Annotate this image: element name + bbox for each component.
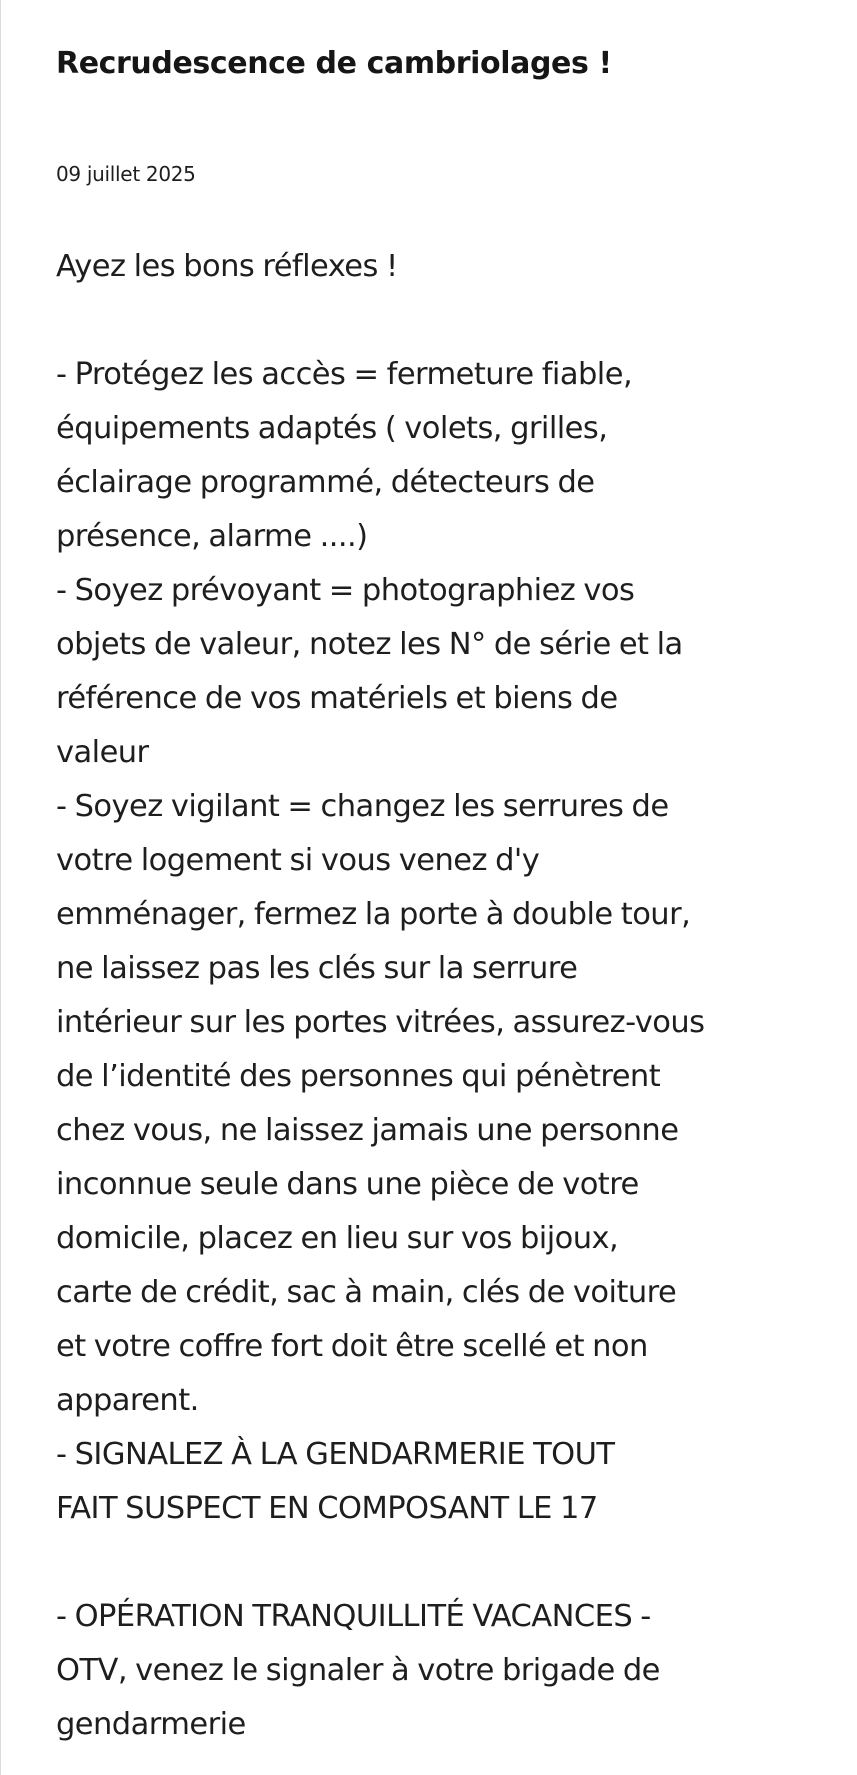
body-line: - Soyez prévoyant = photographiez vos [56, 573, 635, 608]
body-line: intérieur sur les portes vitrées, assurez-vous [56, 1005, 705, 1040]
body-blank-line [56, 1536, 846, 1590]
body-line: FAIT SUSPECT EN COMPOSANT LE 17 [56, 1491, 598, 1526]
body-line: carte de crédit, sac à main, clés de voiture [56, 1275, 677, 1310]
body-line: OTV, venez le signaler à votre brigade de [56, 1653, 660, 1688]
body-line: chez vous, ne laissez jamais une personne [56, 1113, 679, 1148]
body-line: - SIGNALEZ À LA GENDARMERIE TOUT [56, 1437, 615, 1472]
left-border [0, 0, 1, 1775]
body-line: ne laissez pas les clés sur la serrure [56, 951, 578, 986]
body-blank-line [56, 294, 846, 348]
article-title: Recrudescence de cambriolages ! [56, 46, 612, 81]
body-line: valeur [56, 735, 149, 770]
body-line: emménager, fermez la porte à double tour, [56, 897, 691, 932]
article-date: 09 juillet 2025 [56, 162, 196, 186]
body-line: objets de valeur, notez les N° de série et la [56, 627, 683, 662]
body-line: et votre coffre fort doit être scellé et non [56, 1329, 648, 1364]
body-line: apparent. [56, 1383, 199, 1418]
body-line: de l’identité des personnes qui pénètrent [56, 1059, 661, 1094]
article-body [56, 240, 846, 1752]
body-line: - Soyez vigilant = changez les serrures de [56, 789, 669, 824]
body-line: référence de vos matériels et biens de [56, 681, 618, 716]
body-line: - OPÉRATION TRANQUILLITÉ VACANCES - [56, 1599, 651, 1634]
body-line: domicile, placez en lieu sur vos bijoux, [56, 1221, 619, 1256]
body-line: votre logement si vous venez d'y [56, 843, 540, 878]
body-line: Ayez les bons réflexes ! [56, 249, 398, 284]
body-line: inconnue seule dans une pièce de votre [56, 1167, 639, 1202]
body-line: équipements adaptés ( volets, grilles, [56, 411, 608, 446]
body-line: éclairage programmé, détecteurs de [56, 465, 595, 500]
body-line: - Protégez les accès = fermeture fiable, [56, 357, 633, 392]
body-line: gendarmerie [56, 1707, 246, 1742]
body-line: présence, alarme ....) [56, 519, 368, 554]
